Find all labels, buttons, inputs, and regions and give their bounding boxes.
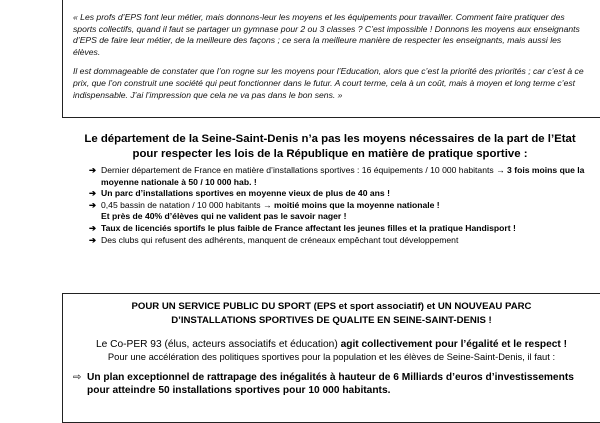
bullet-emphasis: Taux de licenciés sportifs le plus faible de France affectant les jeunes filles et la pratique Handisport ! <box>101 222 516 233</box>
department-title-line-1: Le département de la Seine-Saint-Denis n’a pas les moyens nécessaires de la part de l’Etat <box>84 133 576 145</box>
testimonial-quote-box <box>62 0 600 118</box>
bullet-emphasis: moitié moins que la moyenne nationale ! <box>271 199 440 210</box>
arrow-bullet-icon: ➔ <box>89 222 97 233</box>
arrow-bullet-icon: ➔ <box>89 199 97 210</box>
quote-paragraph-1: « Les profs d’EPS font leur métier, mais donnons-leur les moyens et les équipements pour travailler. Comment faire pratiquer des sports collectifs, quand il faut se partager un gymnase pour 2 ou 3 classes ? C’est impossible ! Donnons les moyens aux enseignants d’EPS de faire leur métier, de la meilleure des façons ; ce sera la meilleure manière de respecter les enseignants, mais aussi les élèves. <box>73 12 580 57</box>
list-item <box>89 165 600 188</box>
inline-arrow-icon: → <box>496 165 505 175</box>
quote-paragraph-2: Il est dommageable de constater que l’on rogne sur les moyens pour l’Education, alors que c’est la priorité des priorités ; car c’est à ce prix, que l’on construit une société qui peut fonctionner dans le futur. A court terme, cela à un coût, mais à moyen et long terme c’est indispensable. J’ai l’impression que cela ne va pas dans le bon sens. » <box>73 66 584 100</box>
coper-subtitle: Pour une accélération des politiques sportives pour la population et les élèves de Seine-Saint-Denis, il faut : <box>107 351 556 362</box>
plan-text: Un plan exceptionnel de rattrapage des inégalités à hauteur de 6 Milliards d’euros d’investissements pour atteindre 50 installations sportives pour 10 000 habitants. <box>87 372 574 396</box>
bullet-emphasis: Et près de 40% d’élèves qui ne valident pas le savoir nager ! <box>101 211 347 222</box>
coper-statement <box>71 338 592 351</box>
list-item <box>89 223 600 235</box>
list-item <box>89 188 600 200</box>
list-item <box>89 235 600 247</box>
public-service-box <box>62 293 600 423</box>
arrow-bullet-icon: ➔ <box>89 234 97 245</box>
plan-item <box>73 371 592 397</box>
department-section <box>60 132 600 246</box>
inline-arrow-icon: → <box>262 199 272 210</box>
bullet-text: Des clubs qui refusent des adhérents, manquent de créneaux empêchant tout développement <box>101 234 459 245</box>
coper-lead: Le Co-PER 93 (élus, acteurs associatifs et éducation) <box>95 339 341 350</box>
bullet-emphasis: 3 fois moins que la moyenne nationale à 50 / 10 000 hab. ! <box>101 165 585 187</box>
hollow-right-arrow-icon: ⇨ <box>73 372 82 383</box>
bullet-emphasis: Un parc d’installations sportives en moyenne vieux de plus de 40 ans ! <box>101 188 390 199</box>
arrow-bullet-icon: ➔ <box>89 188 97 199</box>
bullet-text: 0,45 bassin de natation / 10 000 habitants <box>101 199 263 210</box>
department-title-line-2: pour respecter les lois de la République en matière de pratique sportive : <box>132 148 528 160</box>
service-title-line-2: D’INSTALLATIONS SPORTIVES DE QUALITE EN SEINE-SAINT-DENIS ! <box>171 315 492 326</box>
arrow-bullet-icon: ➔ <box>89 165 97 175</box>
service-title-line-1: POUR UN SERVICE PUBLIC DU SPORT (EPS et sport associatif) et UN NOUVEAU PARC <box>131 301 532 312</box>
list-item <box>89 200 600 223</box>
bullet-text: Dernier département de France en matière d’installations sportives : 16 équipements / 10 000 habitants <box>101 165 497 175</box>
department-bullet-list <box>60 165 600 246</box>
coper-emphasis: agit collectivement pour l’égalité et le respect ! <box>340 339 568 350</box>
